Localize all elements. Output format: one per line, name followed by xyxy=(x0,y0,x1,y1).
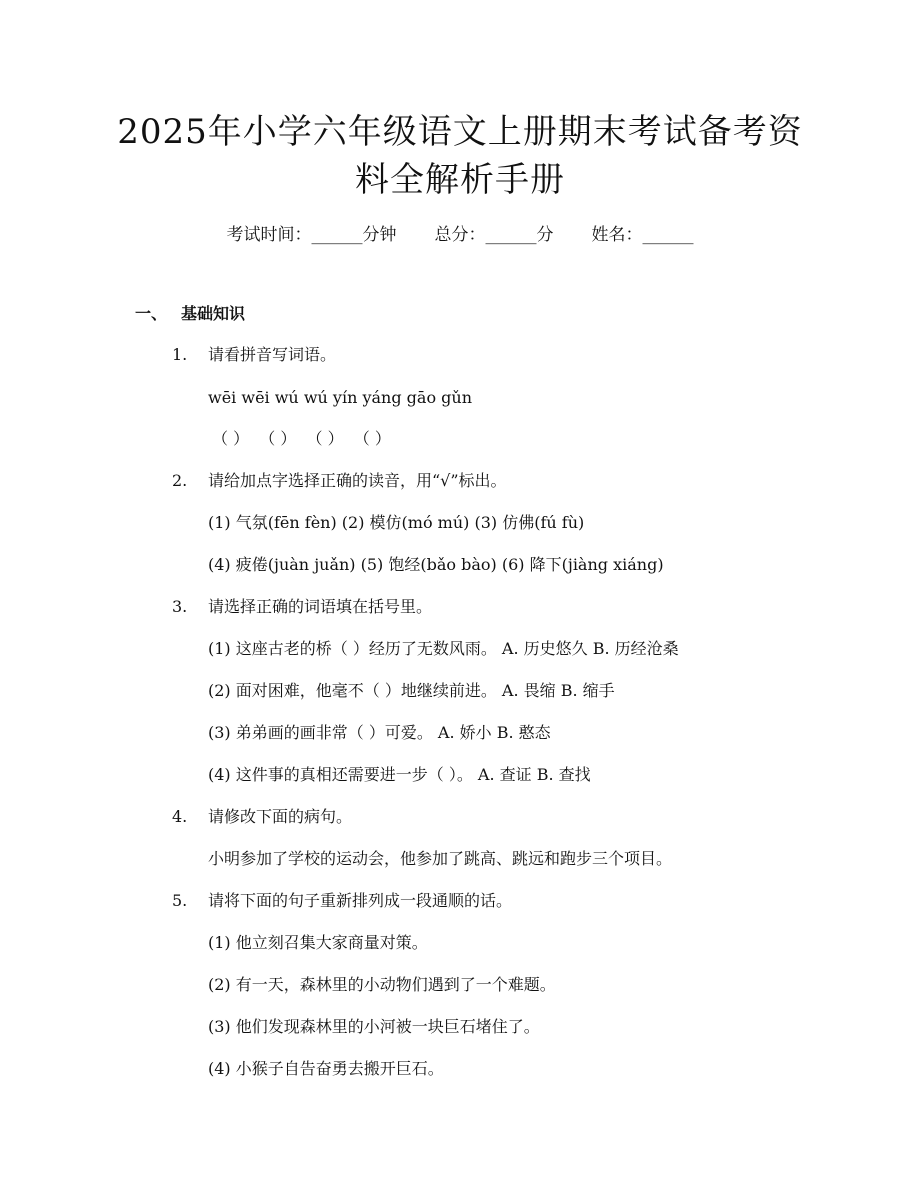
question-text: 请选择正确的词语填在括号里。 xyxy=(208,597,433,616)
choice-item: (1) 这座古老的桥（ ）经历了无数风雨。 A. 历史悠久 B. 历经沧桑 xyxy=(208,639,679,658)
question-number: 2. xyxy=(172,471,188,490)
section-heading xyxy=(135,302,245,326)
sentence-item: (4) 小猴子自告奋勇去搬开巨石。 xyxy=(208,1059,444,1078)
answer-blanks: （ ） （ ） （ ） （ ） xyxy=(212,429,391,448)
name-field: 姓名：______ xyxy=(591,225,694,245)
question-number: 5. xyxy=(172,891,188,910)
sick-sentence: 小明参加了学校的运动会，他参加了跳高、跳远和跑步三个项目。 xyxy=(208,849,673,868)
sentence-item: (2) 有一天，森林里的小动物们遇到了一个难题。 xyxy=(208,975,556,994)
exam-time-field: 考试时间：______分钟 xyxy=(226,225,397,245)
pronunciation-options: (4) 疲倦(juàn juǎn) (5) 饱经(bǎo bào) (6) 降下(jiàng xiáng) xyxy=(208,555,664,574)
document-title xyxy=(100,108,820,204)
pronunciation-options: (1) 气氛(fēn fèn) (2) 模仿(mó mú) (3) 仿佛(fú fù) xyxy=(208,513,585,532)
question-text: 请看拼音写词语。 xyxy=(208,345,337,364)
choice-item: (3) 弟弟画的画非常（ ）可爱。 A. 娇小 B. 憨态 xyxy=(208,723,551,742)
choice-item: (2) 面对困难，他毫不（ ）地继续前进。 A. 畏缩 B. 缩手 xyxy=(208,681,615,700)
question-number: 3. xyxy=(172,597,188,616)
question-number: 4. xyxy=(172,807,188,826)
title-line-1: 2025年小学六年级语文上册期末考试备考资 xyxy=(117,112,803,152)
question-text: 请将下面的句子重新排列成一段通顺的话。 xyxy=(208,891,513,910)
exam-info-row xyxy=(0,222,920,248)
section-title: 基础知识 xyxy=(181,304,246,323)
choice-item: (4) 这件事的真相还需要进一步（ ）。 A. 查证 B. 查找 xyxy=(208,765,591,784)
sentence-item: (1) 他立刻召集大家商量对策。 xyxy=(208,933,428,952)
total-score-field: 总分：______分 xyxy=(434,225,554,245)
sentence-item: (3) 他们发现森林里的小河被一块巨石堵住了。 xyxy=(208,1017,540,1036)
section-number: 一、 xyxy=(135,304,168,323)
question-text: 请给加点字选择正确的读音，用“√”标出。 xyxy=(208,471,507,490)
pinyin-line: wēi wēi wú wú yín yáng gāo gǔn xyxy=(208,388,473,407)
question-number: 1. xyxy=(172,345,188,364)
question-text: 请修改下面的病句。 xyxy=(208,807,353,826)
title-line-2: 料全解析手册 xyxy=(355,160,565,200)
